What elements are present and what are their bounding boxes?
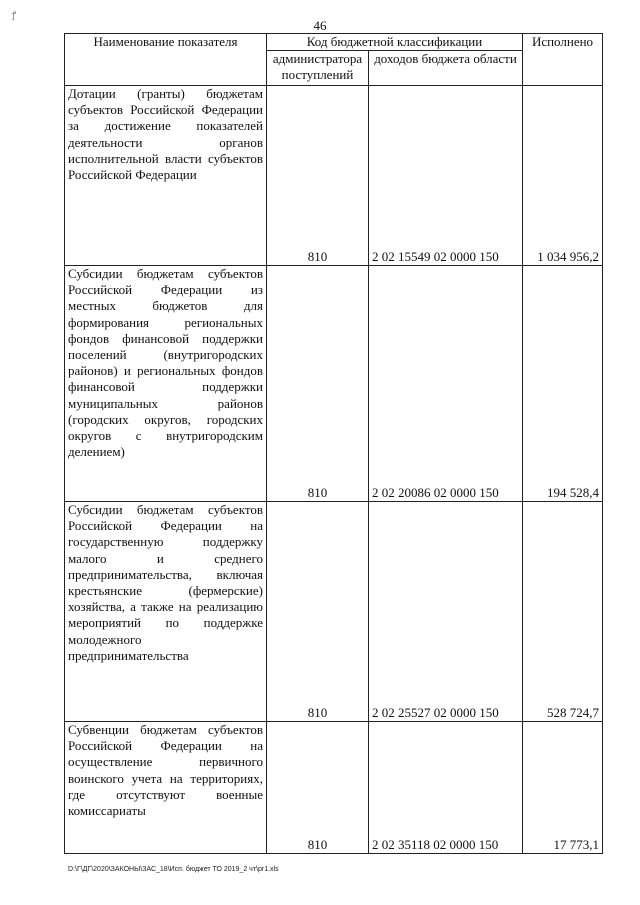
file-path-footer: D:\Г\ДГ\2020\ЗАКОНЫ\ЗАС_18\Исп. бюджет ТО 2019_2 чт\pr1.xls	[68, 866, 279, 873]
administrator-code-cell: 810	[267, 266, 369, 502]
header-indicator-name: Наименование показателя	[65, 34, 267, 86]
indicator-name-cell: Субвенции бюджетам субъектов Российской Федерации на осуществление первичного воинского учета на территориях, где отсутствуют военные комиссариаты	[65, 722, 267, 854]
table-row	[65, 86, 603, 266]
header-budget-code: Код бюджетной классификации	[267, 34, 523, 51]
revenue-code-cell: 2 02 25527 02 0000 150	[369, 502, 523, 722]
revenue-code-cell: 2 02 15549 02 0000 150	[369, 86, 523, 266]
administrator-code-cell: 810	[267, 722, 369, 854]
indicator-name-cell: Субсидии бюджетам субъектов Российской Федерации из местных бюджетов для формирования региональных фондов финансовой поддержки поселений (внутригородских районов) и региональных фондов финансовой поддержки муниципальных районов (городских округов, городских округов с внутригородским делением)	[65, 266, 267, 502]
table-row	[65, 266, 603, 502]
scan-corner-mark: ꝭ	[12, 10, 17, 20]
budget-execution-table	[64, 33, 603, 854]
executed-value-cell: 194 528,4	[523, 266, 603, 502]
header-revenue-code: доходов бюджета области	[369, 51, 523, 86]
header-administrator: администратора поступлений	[267, 51, 369, 86]
table-row	[65, 722, 603, 854]
executed-value-cell: 17 773,1	[523, 722, 603, 854]
page-number: 46	[313, 18, 327, 33]
indicator-name-cell: Дотации (гранты) бюджетам субъектов Российской Федерации за достижение показателей деятельности органов исполнительной власти субъектов Российской Федерации	[65, 86, 267, 266]
administrator-code-cell: 810	[267, 86, 369, 266]
revenue-code-cell: 2 02 20086 02 0000 150	[369, 266, 523, 502]
administrator-code-cell: 810	[267, 502, 369, 722]
revenue-code-cell: 2 02 35118 02 0000 150	[369, 722, 523, 854]
indicator-name-cell: Субсидии бюджетам субъектов Российской Федерации на государственную поддержку малого и среднего предпринимательства, включая крестьянские (фермерские) хозяйства, а также на реализацию мероприятий по поддержке молодежного предпринимательства	[65, 502, 267, 722]
executed-value-cell: 1 034 956,2	[523, 86, 603, 266]
table-row	[65, 502, 603, 722]
executed-value-cell: 528 724,7	[523, 502, 603, 722]
header-executed: Исполнено	[523, 34, 603, 86]
